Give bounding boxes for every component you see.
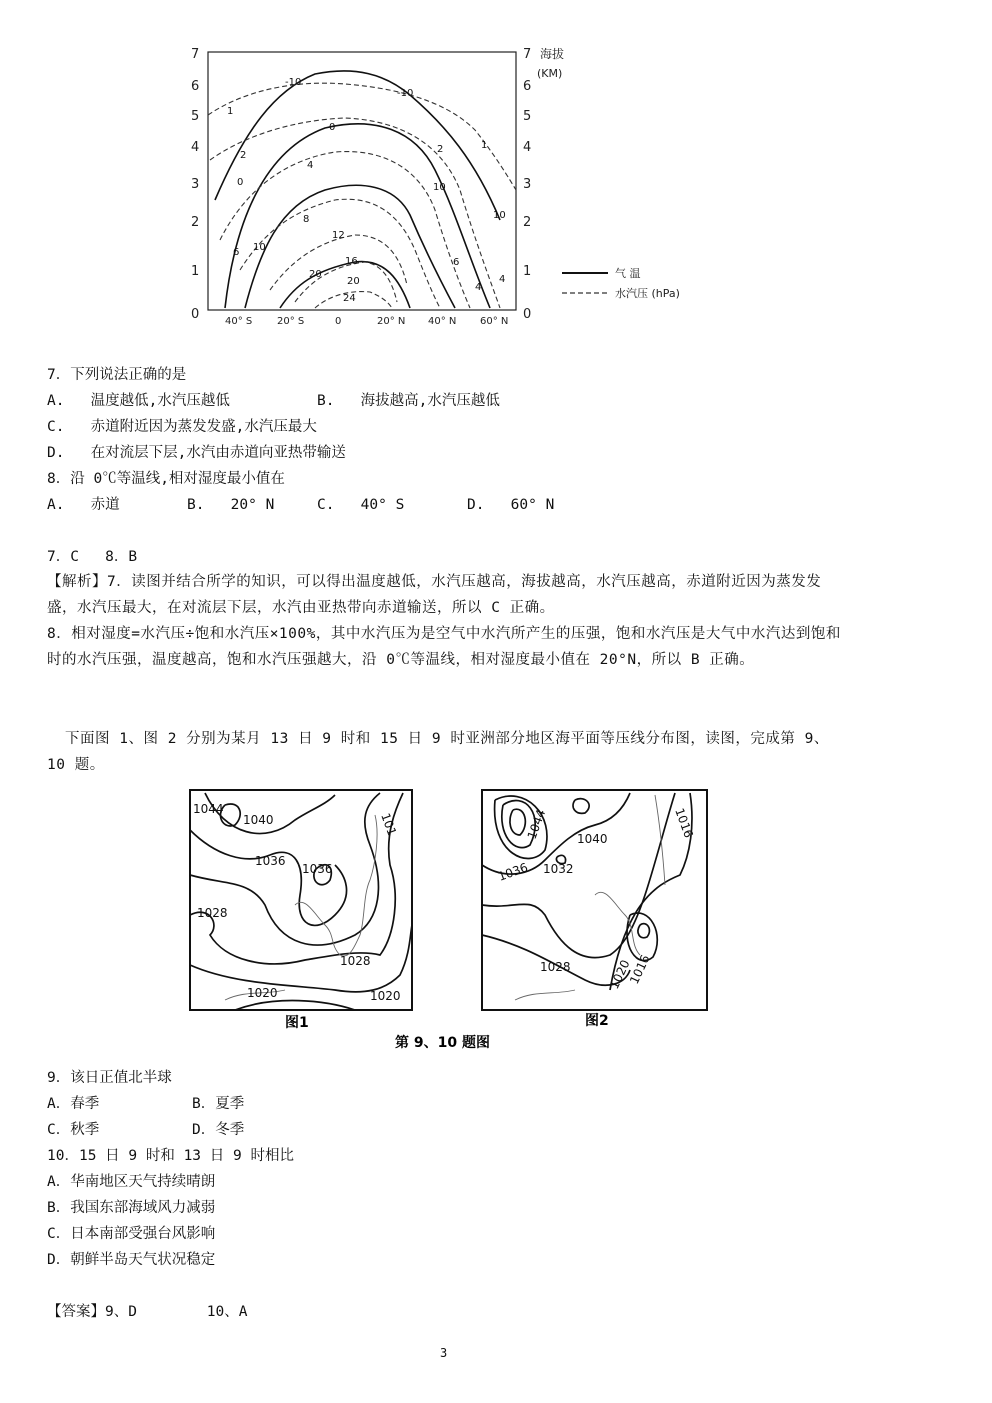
label-vapor-12: 12	[332, 230, 345, 241]
q10-option-c: C．日本南部受强台风影响	[47, 1226, 216, 1242]
label-temp-10-left: 10	[253, 242, 266, 253]
map1-label-1036b: 1036	[302, 862, 333, 876]
left-axis	[191, 47, 199, 322]
label-vapor-8: 8	[303, 214, 310, 225]
label-vapor-6-right: 6	[453, 257, 460, 268]
map1-label-1036a: 1036	[255, 854, 286, 868]
map1-label-1028a: 1028	[197, 906, 228, 920]
label-vapor-2-left: 2	[240, 150, 247, 161]
explanation-7: 【解析】7．读图并结合所学的知识，可以得出温度越低，水汽压越高，海拔越高，水汽压越高，赤道附近因为蒸发发盛，水汽压最大，在对流层下层，水汽由亚热带向赤道输送，所以 C 正确。	[47, 574, 822, 616]
map2-label-1020: 1020	[607, 957, 633, 992]
map2-label-1016b: 1016	[672, 806, 696, 840]
figure-caption: 第 9、10 题图	[395, 1035, 490, 1051]
left-tick-5: 5	[191, 109, 200, 124]
answer-7-8: 7．C 8．B	[47, 549, 138, 565]
label-temp-m10-right: -10	[397, 88, 414, 99]
q10-stem: 10．15 日 9 时和 13 日 9 时相比	[47, 1148, 294, 1164]
right-tick-2: 2	[523, 215, 532, 230]
label-vapor-4-left: 4	[307, 160, 314, 171]
left-tick-0: 0	[191, 307, 200, 322]
pressure-maps-figure	[185, 785, 710, 1055]
right-tick-7: 7	[523, 47, 532, 62]
label-vapor-6: 6	[233, 247, 240, 258]
q8-option-b: B. 20° N	[187, 497, 275, 513]
contour-labels	[227, 77, 506, 304]
map-1-label: 图1	[285, 1015, 309, 1031]
vapor-contour-4	[220, 152, 470, 308]
q8-option-a: A. 赤道	[47, 497, 120, 513]
vapor-contour-12	[270, 235, 407, 290]
map1-label-1028b: 1028	[340, 954, 371, 968]
q9-option-d: D．冬季	[192, 1122, 245, 1138]
label-vapor-16: 16	[345, 256, 358, 267]
q9-option-a: A．春季	[47, 1096, 100, 1112]
map2-label-1044: 1044	[524, 807, 549, 842]
label-vapor-1-left: 1	[227, 106, 234, 117]
page-number: 3	[440, 1346, 448, 1360]
x-tick-40s: 40° S	[225, 316, 253, 327]
left-tick-1: 1	[191, 264, 200, 279]
answer-9-10: 【答案】9、D 10、A	[47, 1304, 248, 1320]
label-vapor-1-right: 1	[481, 140, 488, 151]
label-vapor-24: 24	[343, 293, 356, 304]
temp-contour-10	[245, 185, 455, 308]
label-temp-m10-left: -10	[285, 77, 302, 88]
label-vapor-4-far: 4	[475, 282, 482, 293]
left-tick-3: 3	[191, 177, 200, 192]
map2-label-1028: 1028	[540, 960, 571, 974]
map-2-label: 图2	[585, 1013, 609, 1029]
q9-option-b: B．夏季	[192, 1096, 245, 1112]
map1-label-1040: 1040	[243, 813, 274, 827]
x-tick-40n: 40° N	[428, 316, 457, 327]
q10-option-b: B．我国东部海域风力减弱	[47, 1200, 216, 1216]
q8-option-d: D. 60° N	[467, 497, 555, 513]
intro-9-10: 下面图 1、图 2 分别为某月 13 日 9 时和 15 日 9 时亚洲部分地区海平面等压线分布图，读图，完成第 9、10 题。	[47, 731, 829, 773]
x-tick-20n: 20° N	[377, 316, 406, 327]
left-tick-6: 6	[191, 79, 200, 94]
right-tick-5: 5	[523, 109, 532, 124]
q7-stem: 7．下列说法正确的是	[47, 367, 187, 383]
map2-label-1032: 1032	[543, 862, 574, 876]
q7-option-a: A. 温度越低,水汽压越低	[47, 393, 230, 409]
right-tick-3: 3	[523, 177, 532, 192]
temp-contour-minus10	[215, 71, 500, 220]
label-temp-0-top: 0	[329, 122, 336, 133]
temperature-contours	[215, 71, 500, 308]
chart-legend	[562, 266, 680, 300]
right-axis-title: 海拔	[540, 47, 565, 61]
right-tick-6: 6	[523, 79, 532, 94]
label-temp-10-far: 10	[493, 210, 506, 221]
map2-label-1016a: 1016	[627, 952, 653, 987]
x-tick-60n: 60° N	[480, 316, 509, 327]
right-tick-1: 1	[523, 264, 532, 279]
q8-option-c: C. 40° S	[317, 497, 405, 513]
q9-option-c: C．秋季	[47, 1122, 100, 1138]
left-tick-7: 7	[191, 47, 200, 62]
legend-vapor: 水汽压 (hPa)	[615, 287, 680, 300]
right-tick-4: 4	[523, 140, 532, 155]
map-1	[190, 790, 412, 1031]
label-vapor-4-right: 4	[499, 274, 506, 285]
q7-option-d: D. 在对流层下层,水汽由赤道向亚热带输送	[47, 445, 346, 461]
explanation-8: 8．相对湿度=水汽压÷饱和水汽压×100%，其中水汽压为是空气中水汽所产生的压强，饱和水汽压是大气中水汽达到饱和时的水汽压强，温度越高，饱和水汽压强越大，沿 0℃等温线，相对湿度最小值在 20°N，所以 B 正确。	[47, 626, 841, 668]
q8-stem: 8．沿 0℃等温线,相对湿度最小值在	[47, 471, 285, 487]
map2-label-1040: 1040	[577, 832, 608, 846]
x-tick-0: 0	[335, 316, 342, 327]
x-axis	[225, 316, 508, 327]
q10-option-d: D．朝鲜半岛天气状况稳定	[47, 1252, 216, 1268]
map-2-frame	[482, 790, 707, 1010]
map1-label-1020a: 1020	[247, 986, 278, 1000]
q7-option-b: B. 海拔越高,水汽压越低	[317, 393, 500, 409]
label-temp-20: 20	[309, 269, 322, 280]
map1-label-1020b: 1020	[370, 989, 401, 1003]
map1-label-1044: 1044	[193, 802, 224, 816]
map-2	[482, 790, 707, 1029]
map2-label-1036: 1036	[496, 860, 530, 884]
q9-stem: 9．该日正值北半球	[47, 1070, 172, 1086]
q10-option-a: A．华南地区天气持续晴朗	[47, 1174, 216, 1190]
chart-frame	[208, 52, 516, 310]
left-tick-4: 4	[191, 140, 200, 155]
right-axis	[523, 46, 564, 322]
label-temp-10-right: 10	[433, 182, 446, 193]
label-vapor-20: 20	[347, 276, 360, 287]
right-axis-unit: (KM)	[537, 67, 563, 80]
left-tick-2: 2	[191, 215, 200, 230]
label-vapor-2-right: 2	[437, 144, 444, 155]
label-temp-0-left: 0	[237, 177, 244, 188]
vapor-pressure-chart	[185, 40, 725, 330]
q7-option-c: C. 赤道附近因为蒸发发盛,水汽压最大	[47, 419, 317, 435]
legend-temp: 气 温	[615, 267, 641, 280]
x-tick-20s: 20° S	[277, 316, 305, 327]
map1-label-101: 101	[378, 811, 400, 838]
right-tick-0: 0	[523, 307, 532, 322]
